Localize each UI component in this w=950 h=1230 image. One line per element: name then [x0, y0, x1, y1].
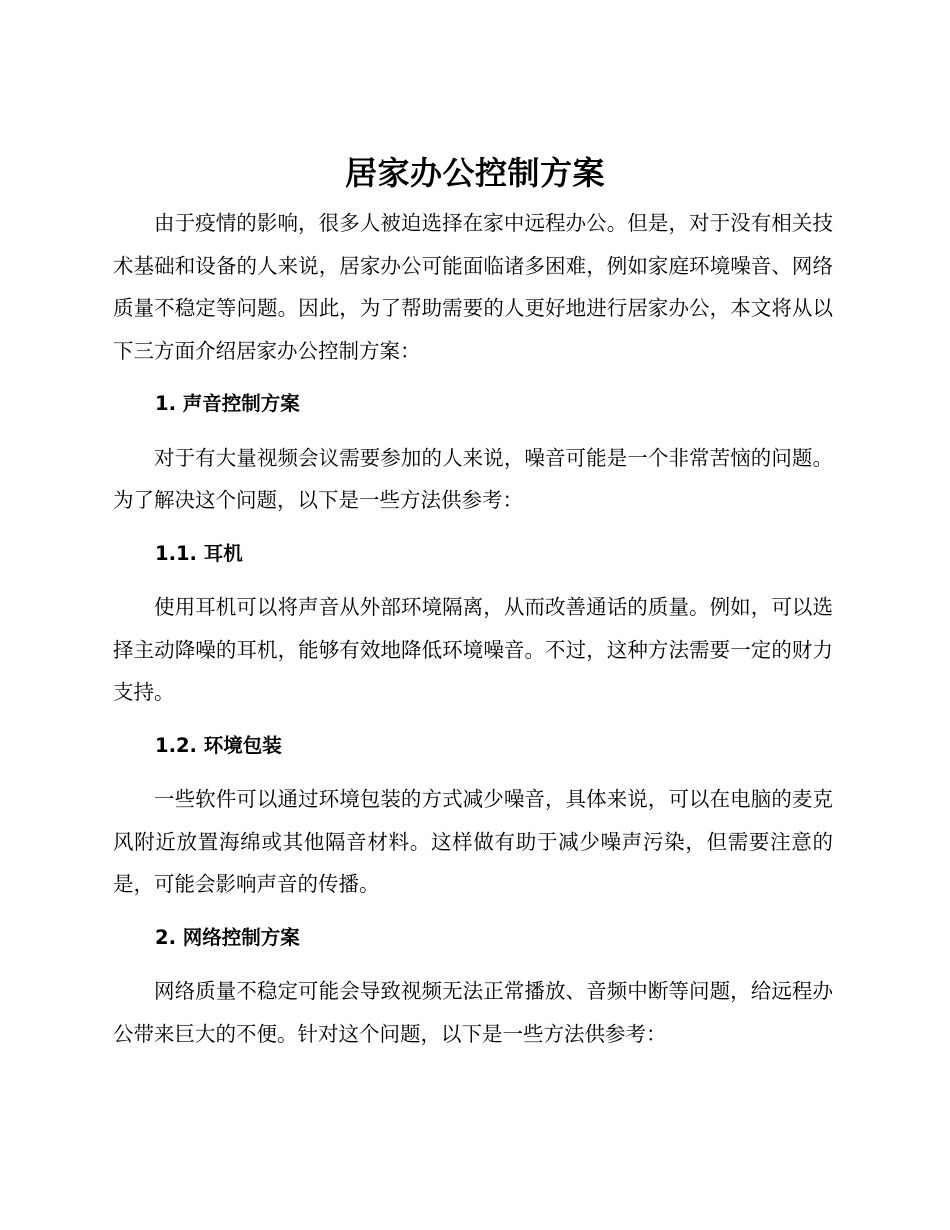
section-heading-sound-control: 1. 声音控制方案	[155, 392, 300, 415]
section-paragraph-environment-packaging: 一些软件可以通过环境包装的方式减少噪音，具体来说，可以在电脑的麦克风附近放置海绵或其他隔音材料。这样做有助于减少噪声污染，但需要注意的是，可能会影响声音的传播。	[113, 787, 833, 896]
section-heading-environment-packaging: 1.2. 环境包装	[155, 733, 282, 757]
section-heading-headphones: 1.1. 耳机	[155, 541, 243, 565]
document-body	[113, 202, 833, 1055]
section-paragraph-sound-control: 对于有大量视频会议需要参加的人来说，噪音可能是一个非常苦恼的问题。为了解决这个问题，以下是一些方法供参考：	[113, 445, 833, 512]
page-title: 居家办公控制方案	[344, 154, 605, 192]
intro-paragraph: 由于疫情的影响，很多人被迫选择在家中远程办公。但是，对于没有相关技术基础和设备的人来说，居家办公可能面临诸多困难，例如家庭环境噪音、网络质量不稳定等问题。因此，为了帮助需要的人更好地进行居家办公，本文将从以下三方面介绍居家办公控制方案：	[113, 211, 833, 363]
section-paragraph-headphones: 使用耳机可以将声音从外部环境隔离，从而改善通话的质量。例如，可以选择主动降噪的耳机，能够有效地降低环境噪音。不过，这种方法需要一定的财力支持。	[113, 595, 833, 704]
section-heading-network-control: 2. 网络控制方案	[155, 925, 300, 949]
section-paragraph-network-control: 网络质量不稳定可能会导致视频无法正常播放、音频中断等问题，给远程办公带来巨大的不便。针对这个问题，以下是一些方法供参考：	[113, 979, 833, 1046]
